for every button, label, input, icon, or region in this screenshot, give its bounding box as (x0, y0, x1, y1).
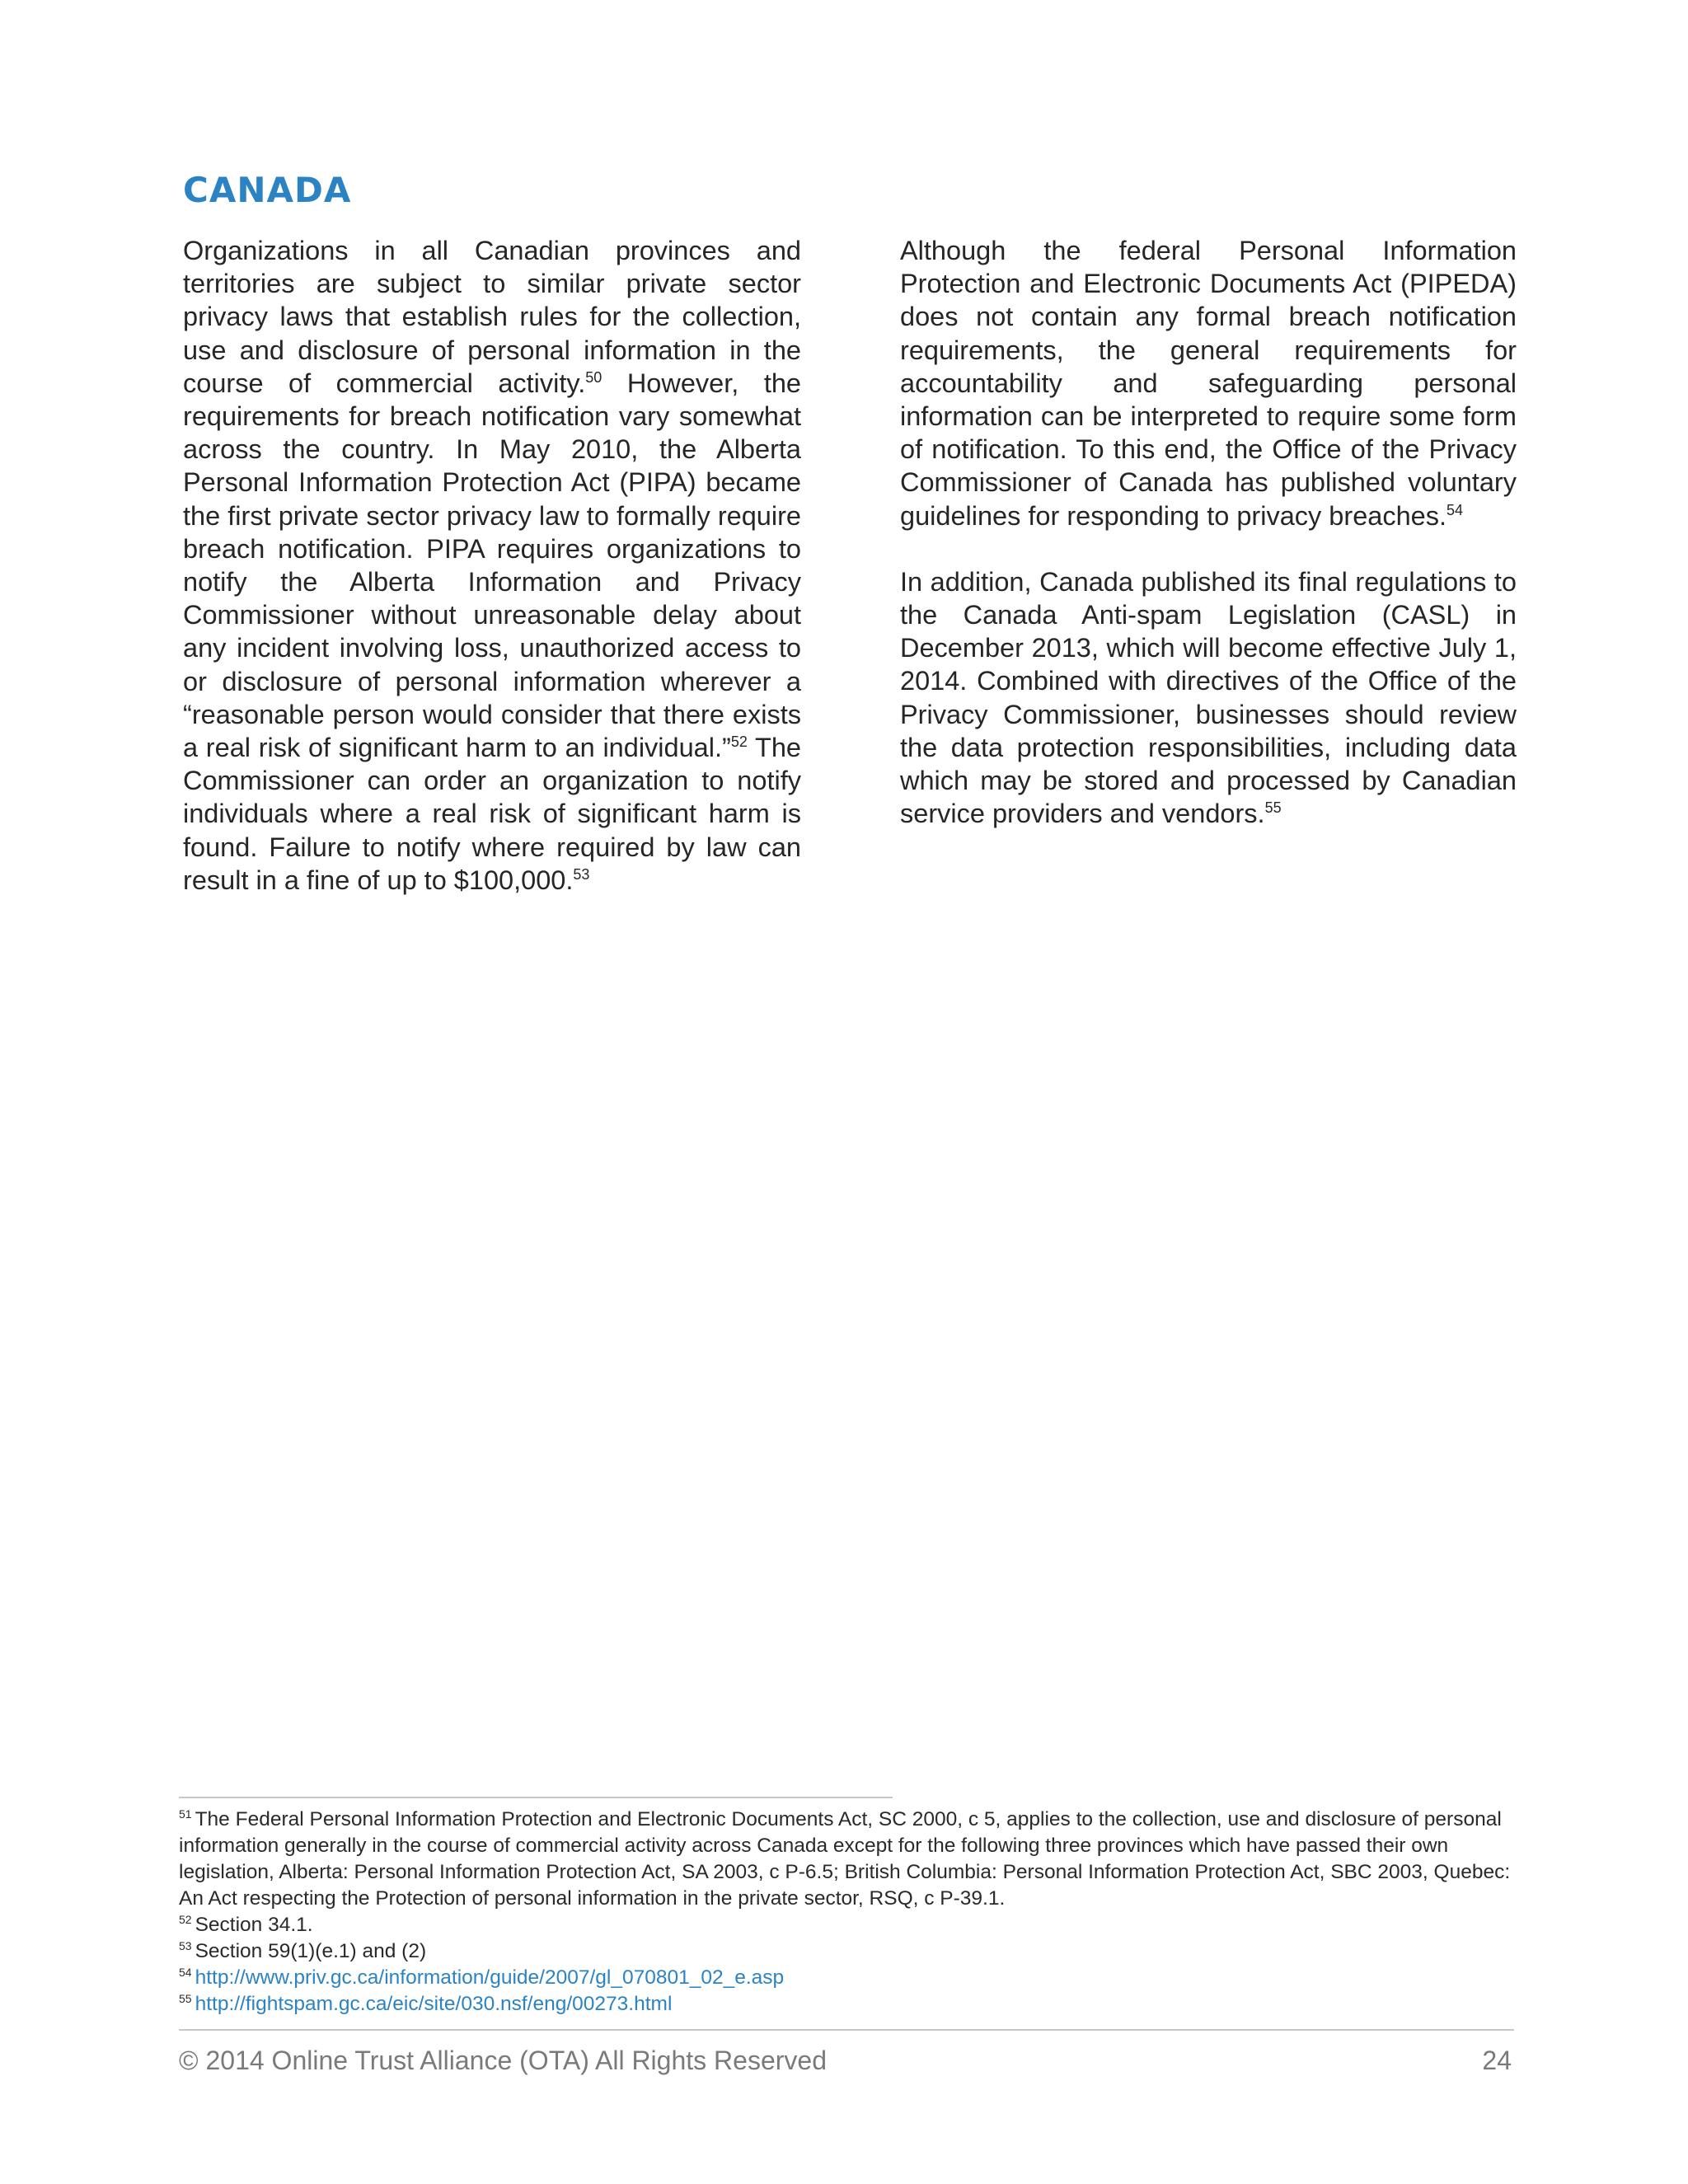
footnote-number: 53 (179, 1939, 192, 1952)
footer-divider (179, 2029, 1514, 2031)
right-paragraph-1 (900, 234, 1517, 532)
right-paragraph-2 (900, 565, 1517, 831)
footnote-divider (179, 1797, 893, 1798)
paragraph-text: In addition, Canada published its final regulations to the Canada Anti-spam Legislation (CASL) in December 2013, which will become effective July 1, 2014. Combined with directives of the Office of the Privacy Commissioner, businesses should review the data protection responsibilities, including data which may be stored and processed by Canadian service providers and vendors. (900, 566, 1517, 829)
footnote-55 (179, 1991, 1514, 2018)
paragraph-text: Although the federal Personal Information Protection and Electronic Documents Act (PIPEDA) does not contain any formal breach notification requirements, the general requirements for accountability and safeguarding personal information can be interpreted to require some form of notification. To this end, the Office of the Privacy Commissioner of Canada has published voluntary guidelines for responding to privacy breaches. (900, 236, 1517, 531)
footnote-number: 55 (179, 1992, 192, 2005)
footnote-link-priv[interactable]: http://www.priv.gc.ca/information/guide/2007/gl_070801_02_e.asp (195, 1966, 785, 1989)
footnote-ref: 54 (1447, 501, 1464, 518)
copyright-text: © 2014 Online Trust Alliance (OTA) All Rights Reserved (179, 2046, 827, 2075)
right-column (900, 234, 1517, 863)
paragraph-text: The Commissioner can order an organization to notify individuals where a real risk of significant harm is found. Failure to notify where required by law can result in a fine of up to $100,000. (183, 733, 801, 895)
footnote-number: 52 (179, 1913, 192, 1926)
footnote-ref: 53 (573, 865, 590, 883)
left-column (183, 234, 801, 930)
paragraph-text: Organizations in all Canadian provinces and territories are subject to similar private sector privacy laws that establish rules for the collection, use and disclosure of personal information in the course of commercial activity. (183, 236, 801, 398)
footnote-51 (179, 1807, 1514, 1912)
page-number: 24 (1482, 2046, 1512, 2075)
section-heading: CANADA (183, 170, 352, 210)
footnote-text: Section 59(1)(e.1) and (2) (195, 1940, 427, 1962)
footnote-text: The Federal Personal Information Protection and Electronic Documents Act, SC 2000, c 5, applies to the collection, use and disclosure of personal information generally in the course of commercial activity across Canada except for the following three provinces which have passed their own legislation, Alberta: Personal Information Protection Act, SA 2003, c P-6.5; British Columbia: Personal Information Protection Act, SBC 2003, Quebec: An Act respecting the Protection of personal information in the private sector, RSQ, c P-39.1. (179, 1808, 1511, 1910)
footnote-ref: 50 (585, 368, 603, 386)
footnote-52 (179, 1912, 1514, 1938)
footnote-ref: 55 (1264, 799, 1282, 817)
left-paragraph (183, 234, 801, 897)
footnote-link-fightspam[interactable]: http://fightspam.gc.ca/eic/site/030.nsf/eng/00273.html (195, 1993, 673, 2015)
paragraph-text: However, the requirements for breach notification vary somewhat across the country. In May 2010, the Alberta Personal Information Protection Act (PIPA) became the first private sector privacy law to formally require breach notification. PIPA requires organizations to notify the Alberta Information and Privacy Commissioner without unreasonable delay about any incident involving loss, unauthorized access to or disclosure of personal information wherever a “reasonable person would consider that there exists a real risk of significant harm to an individual.” (183, 368, 801, 763)
footnote-number: 51 (179, 1807, 192, 1821)
footnote-number: 54 (179, 1966, 192, 1979)
footnote-ref: 52 (730, 733, 748, 751)
footnotes (179, 1807, 1514, 2018)
footnote-53 (179, 1938, 1514, 1965)
footnote-54 (179, 1965, 1514, 1991)
footnote-text: Section 34.1. (195, 1914, 313, 1936)
